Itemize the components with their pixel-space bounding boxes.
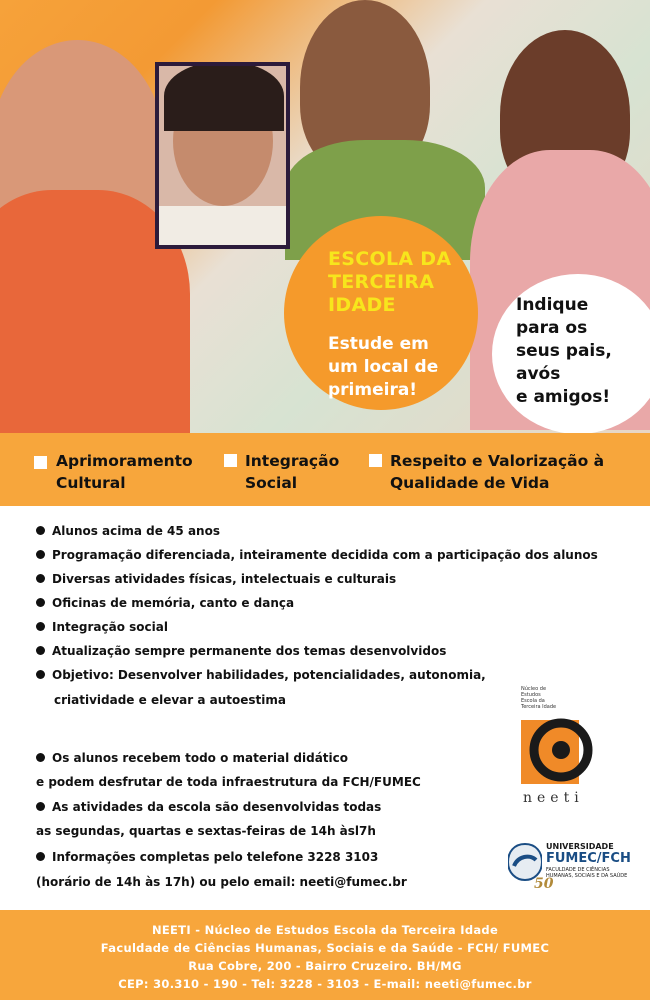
list-item: Alunos acima de 45 anos: [36, 524, 220, 538]
hero-photo: [0, 0, 650, 433]
invite-circle: [492, 274, 650, 433]
invite-text: Indique para os seus pais, avós e amigos!: [516, 295, 612, 407]
pillar-respect: Respeito e Valorização à Qualidade de Vida: [390, 452, 605, 492]
school-subtitle: Estude em um local de primeira!: [328, 334, 439, 400]
pillar-social: Integração Social: [245, 452, 340, 492]
list-item: Objetivo: Desenvolver habilidades, potencialidades, autonomia,: [36, 668, 486, 682]
fumec-university-label: UNIVERSIDADE: [546, 842, 614, 851]
checkbox-icon: [369, 454, 382, 467]
list-item: Diversas atividades físicas, intelectuais e culturais: [36, 572, 396, 586]
footer-line: Rua Cobre, 200 - Bairro Cruzeiro. BH/MG: [188, 959, 462, 973]
bullet-icon: [36, 622, 45, 631]
fumec-name: FUMEC/FCH: [546, 851, 631, 866]
bullet-icon: [36, 526, 45, 535]
fumec-50-badge: 50: [534, 876, 554, 892]
list-item-continuation: criatividade e elevar a autoestima: [54, 693, 286, 707]
framed-portrait: [155, 62, 290, 249]
bullet-icon: [36, 574, 45, 583]
fumec-logo: [508, 840, 633, 900]
list-item: Integração social: [36, 620, 168, 634]
contact-info: Informações completas pelo telefone 3228 3103: [36, 850, 378, 864]
material-info-continued: e podem desfrutar de toda infraestrutura da FCH/FUMEC: [36, 775, 421, 789]
list-item: Programação diferenciada, inteiramente decidida com a participação dos alunos: [36, 548, 598, 562]
fumec-faculty-1: FACULDADE DE CIÊNCIAS: [546, 867, 610, 873]
fumec-faculty-2: HUMANAS, SOCIAIS E DA SAÚDE: [546, 873, 628, 879]
schedule-info: As atividades da escola são desenvolvidas todas: [36, 800, 381, 814]
bullet-icon: [36, 670, 45, 679]
bullet-icon: [36, 598, 45, 607]
neeti-logo: [521, 686, 611, 811]
pillar-cultural: Aprimoramento Cultural: [56, 452, 193, 492]
bullet-icon: [36, 802, 45, 811]
footer: [0, 910, 650, 1000]
material-info: Os alunos recebem todo o material didático: [36, 751, 348, 765]
footer-line: NEETI - Núcleo de Estudos Escola da Terceira Idade: [151, 923, 499, 937]
bullet-icon: [36, 646, 45, 655]
footer-line: CEP: 30.310 - 190 - Tel: 3228 - 3103 - E-mail: neeti@fumec.br: [118, 977, 532, 991]
neeti-logo-caption: Núcleo de Estudos Escola da Terceira Idade: [521, 686, 557, 710]
school-title-circle: [284, 216, 478, 410]
school-title: ESCOLA DA TERCEIRA IDADE: [328, 248, 452, 316]
bullet-icon: [36, 852, 45, 861]
pillars-bar: [0, 433, 650, 506]
bullet-icon: [36, 753, 45, 762]
neeti-logo-mark: [521, 720, 579, 784]
bullet-icon: [36, 550, 45, 559]
schedule-info-continued: as segundas, quartas e sextas-feiras de 14h àsl7h: [36, 824, 376, 838]
checkbox-icon: [224, 454, 237, 467]
neeti-logo-word: neeti: [523, 790, 584, 806]
checkbox-icon: [34, 456, 47, 469]
footer-line: Faculdade de Ciências Humanas, Sociais e da Saúde - FCH/ FUMEC: [100, 941, 550, 955]
list-item: Atualização sempre permanente dos temas desenvolvidos: [36, 644, 446, 658]
list-item: Oficinas de memória, canto e dança: [36, 596, 294, 610]
contact-info-continued: (horário de 14h às 17h) ou pelo email: neeti@fumec.br: [36, 875, 407, 889]
